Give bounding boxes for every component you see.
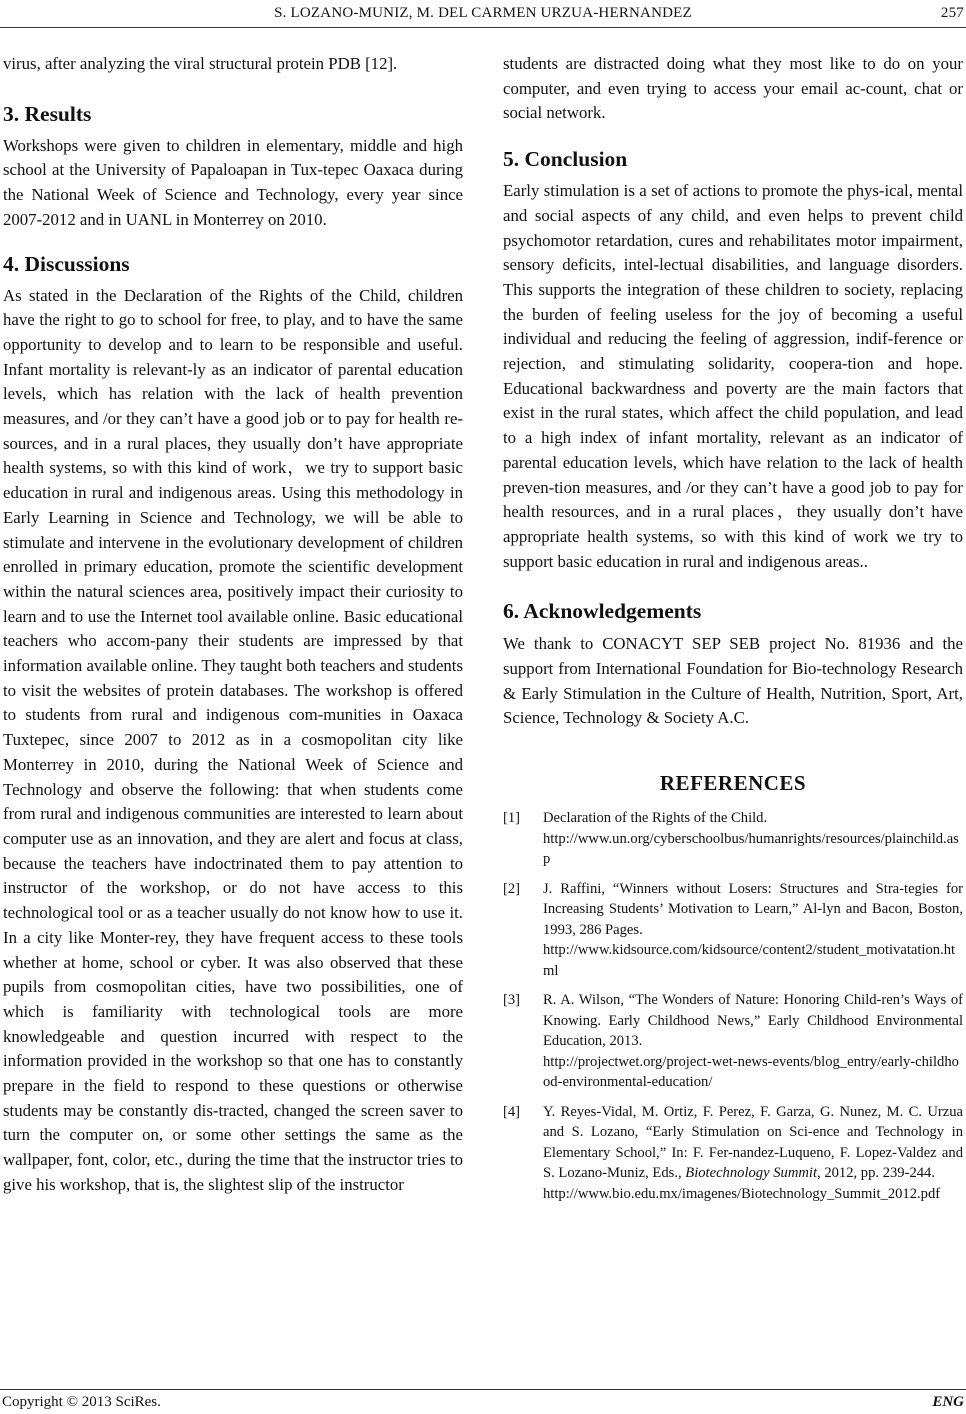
running-header: [0, 5, 966, 25]
reference-text: Declaration of the Rights of the Child.: [543, 810, 768, 827]
header-authors: S. LOZANO-MUNIZ, M. DEL CARMEN URZUA-HERNANDEZ: [274, 5, 692, 21]
conclusion-heading: 5. Conclusion: [503, 147, 628, 172]
page-number: 257: [940, 5, 964, 21]
reference-number: [1]: [503, 810, 521, 827]
left-column: [3, 52, 463, 1198]
reference-item: [503, 990, 963, 1093]
reference-url[interactable]: http://projectwet.org/project-wet-news-events/blog_entry/early-childhood-environmental-education/: [543, 1053, 959, 1091]
results-paragraph: Workshops were given to children in elementary, middle and high school at the University of Papaloapan in Tux-tepec Oaxaca during the National Week of Science and Technology, every year since 2007-2012 and in UANL in Monterrey on 2010.: [3, 135, 463, 229]
reference-list: [503, 808, 963, 1204]
reference-italic-title: Biotechnology Summit: [685, 1165, 818, 1182]
references-heading: REFERENCES: [659, 771, 807, 796]
footer-copyright: Copyright © 2013 SciRes.: [2, 1394, 161, 1410]
conclusion-paragraph: Early stimulation is a set of actions to promote the phys-ical, mental and social aspects of any child, and even helps to prevent child psychomotor retardation, cures and rehabilitates motor impairment, sensory deficits, intel-lectual disabilities, and language disorders. This supports the integration of these children to society, replacing the burden of feeling useless for the joy of becoming a useful individual and reducing the feeling of aggression, indif-ference or rejection, and stimulating solidarity, coopera-tion and hope. Educational backwardness and poverty are the main factors that exist in the rural states, which affect the child population, and lead to a high index of infant mortality, relevant as an indicator of parental education levels, which have relation to the lack of health preven-tion measures, and /or they can’t have a good job to pay for health resources, and in a rural places，they usually don’t have appropriate health systems, so with this kind of work we try to support basic education in rural and indigenous areas..: [503, 181, 963, 571]
discussions-heading: 4. Discussions: [3, 251, 130, 276]
right-column: [503, 52, 963, 1204]
results-heading: 3. Results: [3, 101, 92, 126]
reference-item: [503, 879, 963, 982]
reference-url[interactable]: http://www.kidsource.com/kidsource/content2/student_motivatation.html: [543, 942, 956, 979]
discussions-paragraph: As stated in the Declaration of the Rights of the Child, children have the right to go to school for free, to play, and to have the same opportunity to develop and to learn to be responsible and useful. Infant mortality is relevant-ly as an indicator of parental education levels, which has relation with the lack of health prevention measures, and /or they can’t have a good job or to pay for health re-sources, and in a rural places, they usually don’t have appropriate health systems, so with this kind of work，we try to support basic education in rural and indigenous areas. Using this methodology in Early Learning in Science and Technology, we will be able to stimulate and intervene in the evolutionary development of children enrolled in primary education, promote the scientific development within the natural sciences area, positively impact their curiosity to learn and to use the Internet tool available online. Basic educational teachers who accom-pany their students are impressed by that information available online. They taught both teachers and students to visit the websites of protein databases. The workshop is offered to students from rural and indigenous com-munities in Oaxaca Tuxtepec, since 2007 to 2012 as in a cosmopolitan city like Monterrey in 2010, during the National Week of Science and Technology and observe the following: that when students come from rural and indigenous communities are interested to learn about computer use as an innovation, and they are alert and focus at class, because the teachers have indoctrinated them to pay attention to instructor of the workshop, or do not have access to this technological tool or as a teacher usually do not know how to use it. In a city like Monter-rey, they have frequent access to these tools whether at home, school or cyber. It was also observed that these pupils from cosmopolitan cities, have two possibilities, one of which is familiarity with technological tools are more knowledgeable and question incurred with respect to the information provided in the workshop so that one has to constantly prepare in the field to respond to these questions or otherwise students may be constantly dis-tracted, changed the screen saver to turn the computer on, or some other settings the same as the wallpaper, font, color, etc., during the time that the instructor tries to give his workshop, that is, the slightest slip of the instructor: [3, 285, 463, 1194]
reference-number: [3]: [503, 992, 521, 1009]
acknowledgements-heading: 6. Acknowledgements: [503, 599, 702, 624]
reference-number: [2]: [503, 880, 521, 897]
reference-url[interactable]: http://www.un.org/cyberschoolbus/humanrights/resources/plainchild.asp: [543, 830, 959, 868]
intro-tail-paragraph: virus, after analyzing the viral structural protein PDB [12].: [3, 54, 398, 73]
footer-rule: [0, 1389, 966, 1390]
reference-text-before: Y. Reyes-Vidal, M. Ortiz, F. Perez, F. Garza, G. Nunez, M. C. Urzua and S. Lozano, “Early Stimulation on Sci-ence and Technology in Elementary School,” In: F. Fer-nandez-Luqueno, F. Lopez-Valdez and S. Lozano-Muniz, Eds.,: [543, 1103, 963, 1182]
reference-number: [4]: [503, 1103, 521, 1120]
reference-text: J. Raffini, “Winners without Losers: Structures and Stra-tegies for Increasing Students’ Motivation to Learn,” Al-lyn and Bacon, Boston, 1993, 286 Pages.: [543, 880, 963, 938]
reference-text-after: , 2012, pp. 239-244.: [817, 1165, 935, 1182]
reference-item: [503, 1102, 963, 1205]
reference-url[interactable]: http://www.bio.edu.mx/imagenes/Biotechnology_Summit_2012.pdf: [543, 1185, 941, 1202]
reference-text: R. A. Wilson, “The Wonders of Nature: Honoring Child-ren’s Ways of Knowing. Early Childhood News,” Early Childhood Environmental Education, 2013.: [543, 992, 963, 1050]
header-rule: [0, 27, 966, 28]
reference-item: [503, 808, 963, 870]
footer-journal: ENG: [932, 1394, 964, 1410]
discussions-tail-paragraph: students are distracted doing what they most like to do on your computer, and even trying to access your email ac-count, chat or social network.: [503, 54, 963, 123]
acknowledgements-paragraph: We thank to CONACYT SEP SEB project No. 81936 and the support from International Foundation for Bio-technology Research & Early Stimulation in the Culture of Health, Nutrition, Sport, Art, Science, Technology & Society A.C.: [503, 634, 963, 728]
